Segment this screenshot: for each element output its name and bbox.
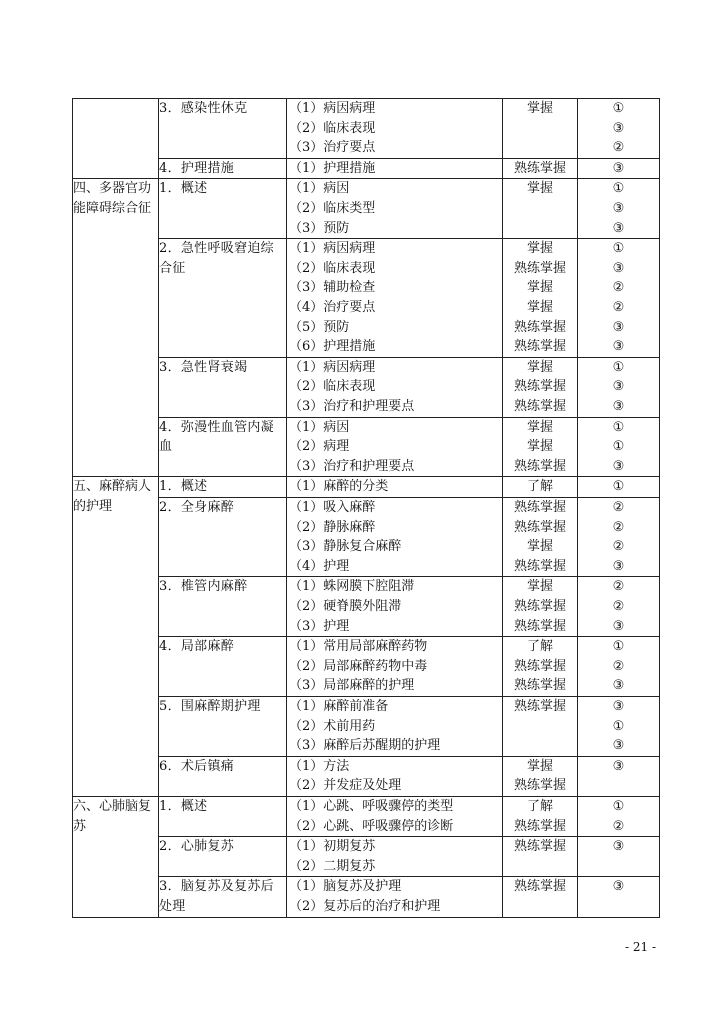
content-item: （2）静脉麻醉 bbox=[289, 519, 376, 535]
content-item: （1）病因 bbox=[289, 181, 350, 197]
content-item: （3）静脉复合麻醉 bbox=[289, 539, 402, 555]
requirement-value: 掌握 bbox=[526, 419, 553, 435]
topic-cell bbox=[159, 696, 287, 756]
table-row bbox=[73, 99, 660, 159]
requirement-value: 熟练掌握 bbox=[513, 458, 566, 474]
topic-cell bbox=[159, 179, 287, 239]
table-row bbox=[73, 477, 660, 498]
content-item: （1）病因 bbox=[289, 419, 350, 435]
content-item: （1）病因病理 bbox=[289, 359, 376, 375]
requirement-value: 了解 bbox=[526, 639, 553, 655]
content-item: （3）护理 bbox=[289, 618, 350, 634]
level-value: ② bbox=[612, 579, 625, 595]
content-cell bbox=[287, 756, 503, 796]
level-value: ① bbox=[612, 359, 625, 375]
table-row bbox=[73, 577, 660, 637]
requirement-value: 熟练掌握 bbox=[513, 658, 566, 674]
level-cell bbox=[578, 357, 660, 417]
topic-title: 4．弥漫性血管内凝血 bbox=[159, 419, 274, 455]
level-value: ② bbox=[612, 299, 625, 315]
content-item: （2）临床表现 bbox=[289, 260, 376, 276]
level-value: ② bbox=[612, 519, 625, 535]
content-item: （2）硬脊膜外阻滞 bbox=[289, 598, 402, 614]
content-item: （2）局部麻醉药物中毒 bbox=[289, 658, 428, 674]
level-value: ② bbox=[612, 499, 625, 515]
topic-title: 3．感染性休克 bbox=[159, 101, 248, 116]
level-value: ① bbox=[612, 439, 625, 455]
content-item: （1）心跳、呼吸骤停的类型 bbox=[289, 798, 454, 814]
content-cell bbox=[287, 417, 503, 477]
requirement-value: 了解 bbox=[526, 798, 553, 814]
content-item: （2）术前用药 bbox=[289, 718, 376, 734]
content-item: （3）麻醉后苏醒期的护理 bbox=[289, 738, 441, 754]
content-item: （1）脑复苏及护理 bbox=[289, 879, 402, 895]
content-cell bbox=[287, 477, 503, 498]
requirement-cell bbox=[503, 417, 578, 477]
table-row bbox=[73, 696, 660, 756]
requirement-value: 熟练掌握 bbox=[513, 618, 566, 634]
unit-title: 四、多器官功能障碍综合征 bbox=[73, 181, 152, 216]
topic-cell bbox=[159, 837, 287, 877]
content-item: （3）预防 bbox=[289, 220, 350, 236]
level-value: ① bbox=[612, 419, 625, 435]
requirement-value: 掌握 bbox=[526, 359, 553, 375]
content-cell bbox=[287, 497, 503, 576]
content-cell bbox=[287, 637, 503, 697]
topic-cell bbox=[159, 756, 287, 796]
content-item: （1）病因病理 bbox=[289, 101, 376, 116]
requirement-value: 了解 bbox=[526, 479, 553, 495]
content-cell bbox=[287, 99, 503, 159]
requirement-value: 熟练掌握 bbox=[513, 778, 566, 794]
table-row bbox=[73, 756, 660, 796]
level-value: ③ bbox=[612, 319, 625, 335]
level-cell bbox=[578, 239, 660, 358]
content-item: （3）治疗和护理要点 bbox=[289, 398, 415, 414]
topic-title: 1．概述 bbox=[159, 798, 208, 814]
table-row bbox=[73, 158, 660, 179]
table-row bbox=[73, 877, 660, 917]
table-row bbox=[73, 179, 660, 239]
requirement-value: 掌握 bbox=[526, 280, 553, 296]
level-value: ① bbox=[612, 101, 625, 116]
unit-title: 五、麻醉病人的护理 bbox=[73, 479, 152, 514]
requirement-value: 熟练掌握 bbox=[513, 839, 566, 855]
content-cell bbox=[287, 837, 503, 877]
content-item: （1）病因病理 bbox=[289, 241, 376, 257]
level-value: ③ bbox=[612, 458, 625, 474]
content-item: （4）护理 bbox=[289, 558, 350, 574]
requirement-value: 熟练掌握 bbox=[513, 519, 566, 535]
level-value: ① bbox=[612, 798, 625, 814]
table-row bbox=[73, 796, 660, 836]
requirement-value: 熟练掌握 bbox=[513, 319, 566, 335]
requirement-value: 熟练掌握 bbox=[513, 818, 566, 834]
content-cell bbox=[287, 877, 503, 917]
requirement-value: 熟练掌握 bbox=[513, 260, 566, 276]
level-value: ③ bbox=[612, 839, 625, 855]
table-row bbox=[73, 417, 660, 477]
requirement-cell bbox=[503, 696, 578, 756]
content-item: （2）临床类型 bbox=[289, 200, 376, 216]
topic-cell bbox=[159, 497, 287, 576]
level-value: ③ bbox=[612, 758, 625, 774]
content-item: （2）并发症及处理 bbox=[289, 778, 402, 794]
level-value: ③ bbox=[612, 558, 625, 574]
level-cell bbox=[578, 577, 660, 637]
level-cell bbox=[578, 99, 660, 159]
level-value: ③ bbox=[612, 260, 625, 276]
content-cell bbox=[287, 357, 503, 417]
level-value: ③ bbox=[612, 618, 625, 634]
level-cell bbox=[578, 417, 660, 477]
level-value: ③ bbox=[612, 379, 625, 395]
level-value: ③ bbox=[612, 160, 625, 176]
requirement-value: 熟练掌握 bbox=[513, 499, 566, 515]
content-cell bbox=[287, 696, 503, 756]
requirement-cell bbox=[503, 796, 578, 836]
unit-title: 六、心肺脑复苏 bbox=[73, 798, 152, 834]
syllabus-table bbox=[72, 98, 660, 918]
requirement-value: 熟练掌握 bbox=[513, 339, 566, 355]
topic-cell bbox=[159, 796, 287, 836]
level-cell bbox=[578, 877, 660, 917]
unit-cell bbox=[73, 99, 159, 179]
requirement-cell bbox=[503, 637, 578, 697]
requirement-value: 掌握 bbox=[526, 101, 553, 116]
level-value: ① bbox=[612, 639, 625, 655]
content-item: （6）护理措施 bbox=[289, 339, 376, 355]
requirement-value: 掌握 bbox=[526, 299, 553, 315]
requirement-value: 熟练掌握 bbox=[513, 160, 566, 176]
level-cell bbox=[578, 837, 660, 877]
requirement-cell bbox=[503, 158, 578, 179]
level-value: ② bbox=[612, 140, 625, 156]
content-item: （1）蛛网膜下腔阻滞 bbox=[289, 579, 415, 595]
requirement-value: 熟练掌握 bbox=[513, 558, 566, 574]
content-item: （3）辅助检查 bbox=[289, 280, 376, 296]
level-value: ③ bbox=[612, 738, 625, 754]
table-row bbox=[73, 239, 660, 358]
topic-title: 3．急性肾衰竭 bbox=[159, 359, 248, 375]
level-value: ③ bbox=[612, 200, 625, 216]
level-value: ③ bbox=[612, 339, 625, 355]
level-value: ③ bbox=[612, 220, 625, 236]
content-item: （1）初期复苏 bbox=[289, 839, 376, 855]
content-cell bbox=[287, 179, 503, 239]
content-item: （5）预防 bbox=[289, 319, 350, 335]
content-cell bbox=[287, 577, 503, 637]
content-item: （2）临床表现 bbox=[289, 120, 376, 136]
requirement-value: 熟练掌握 bbox=[513, 379, 566, 395]
level-cell bbox=[578, 179, 660, 239]
level-value: ③ bbox=[612, 120, 625, 136]
topic-title: 2．全身麻醉 bbox=[159, 499, 235, 515]
requirement-value: 熟练掌握 bbox=[513, 598, 566, 614]
requirement-value: 掌握 bbox=[526, 439, 553, 455]
level-cell bbox=[578, 756, 660, 796]
page-number: - 21 - bbox=[624, 940, 656, 954]
content-item: （3）局部麻醉的护理 bbox=[289, 678, 415, 694]
level-value: ③ bbox=[612, 678, 625, 694]
content-item: （4）治疗要点 bbox=[289, 299, 376, 315]
requirement-cell bbox=[503, 756, 578, 796]
level-cell bbox=[578, 158, 660, 179]
topic-title: 3．椎管内麻醉 bbox=[159, 579, 248, 595]
content-item: （1）方法 bbox=[289, 758, 350, 774]
requirement-cell bbox=[503, 99, 578, 159]
requirement-cell bbox=[503, 577, 578, 637]
content-item: （2）病理 bbox=[289, 439, 350, 455]
level-value: ③ bbox=[612, 398, 625, 414]
content-item: （2）二期复苏 bbox=[289, 858, 376, 874]
topic-cell bbox=[159, 417, 287, 477]
requirement-value: 掌握 bbox=[526, 758, 553, 774]
content-item: （1）吸入麻醉 bbox=[289, 499, 376, 515]
requirement-cell bbox=[503, 179, 578, 239]
topic-title: 6．术后镇痛 bbox=[159, 758, 235, 774]
topic-cell bbox=[159, 477, 287, 498]
topic-cell bbox=[159, 357, 287, 417]
requirement-value: 熟练掌握 bbox=[513, 678, 566, 694]
topic-title: 2．急性呼吸窘迫综合征 bbox=[159, 241, 274, 276]
level-value: ② bbox=[612, 539, 625, 555]
requirement-value: 熟练掌握 bbox=[513, 698, 566, 714]
level-value: ② bbox=[612, 280, 625, 296]
requirement-value: 熟练掌握 bbox=[513, 398, 566, 414]
unit-cell bbox=[73, 179, 159, 477]
level-value: ① bbox=[612, 718, 625, 734]
level-cell bbox=[578, 477, 660, 498]
level-cell bbox=[578, 637, 660, 697]
level-value: ③ bbox=[612, 698, 625, 714]
content-item: （1）麻醉前准备 bbox=[289, 698, 389, 714]
requirement-cell bbox=[503, 497, 578, 576]
content-item: （3）治疗要点 bbox=[289, 140, 376, 156]
requirement-value: 熟练掌握 bbox=[513, 879, 566, 895]
topic-title: 2．心肺复苏 bbox=[159, 839, 235, 855]
topic-cell bbox=[159, 877, 287, 917]
table-row bbox=[73, 837, 660, 877]
content-item: （1）常用局部麻醉药物 bbox=[289, 639, 428, 655]
content-item: （1）麻醉的分类 bbox=[289, 479, 389, 495]
content-cell bbox=[287, 158, 503, 179]
level-cell bbox=[578, 696, 660, 756]
level-cell bbox=[578, 497, 660, 576]
content-item: （1）护理措施 bbox=[289, 160, 376, 176]
level-value: ② bbox=[612, 658, 625, 674]
topic-cell bbox=[159, 99, 287, 159]
requirement-cell bbox=[503, 837, 578, 877]
content-cell bbox=[287, 796, 503, 836]
topic-title: 1．概述 bbox=[159, 479, 208, 495]
syllabus-body bbox=[73, 99, 660, 918]
topic-title: 4．局部麻醉 bbox=[159, 639, 235, 655]
level-value: ① bbox=[612, 479, 625, 495]
requirement-value: 掌握 bbox=[526, 539, 553, 555]
content-item: （2）临床表现 bbox=[289, 379, 376, 395]
level-value: ① bbox=[612, 241, 625, 257]
content-item: （3）治疗和护理要点 bbox=[289, 458, 415, 474]
unit-cell bbox=[73, 796, 159, 917]
requirement-value: 掌握 bbox=[526, 181, 553, 197]
table-row bbox=[73, 497, 660, 576]
requirement-cell bbox=[503, 477, 578, 498]
table-row bbox=[73, 637, 660, 697]
level-value: ① bbox=[612, 181, 625, 197]
level-cell bbox=[578, 796, 660, 836]
topic-cell bbox=[159, 637, 287, 697]
level-value: ② bbox=[612, 818, 625, 834]
topic-cell bbox=[159, 239, 287, 358]
level-value: ② bbox=[612, 598, 625, 614]
topic-title: 3．脑复苏及复苏后处理 bbox=[159, 879, 274, 914]
topic-title: 1．概述 bbox=[159, 181, 208, 197]
topic-title: 5．围麻醉期护理 bbox=[159, 698, 261, 714]
content-item: （2）复苏后的治疗和护理 bbox=[289, 898, 441, 914]
unit-cell bbox=[73, 477, 159, 797]
content-item: （2）心跳、呼吸骤停的诊断 bbox=[289, 818, 454, 834]
topic-cell bbox=[159, 577, 287, 637]
topic-title: 4．护理措施 bbox=[159, 160, 235, 176]
table-row bbox=[73, 357, 660, 417]
topic-cell bbox=[159, 158, 287, 179]
content-cell bbox=[287, 239, 503, 358]
requirement-value: 掌握 bbox=[526, 579, 553, 595]
requirement-value: 掌握 bbox=[526, 241, 553, 257]
requirement-cell bbox=[503, 877, 578, 917]
requirement-cell bbox=[503, 357, 578, 417]
level-value: ③ bbox=[612, 879, 625, 895]
requirement-cell bbox=[503, 239, 578, 358]
